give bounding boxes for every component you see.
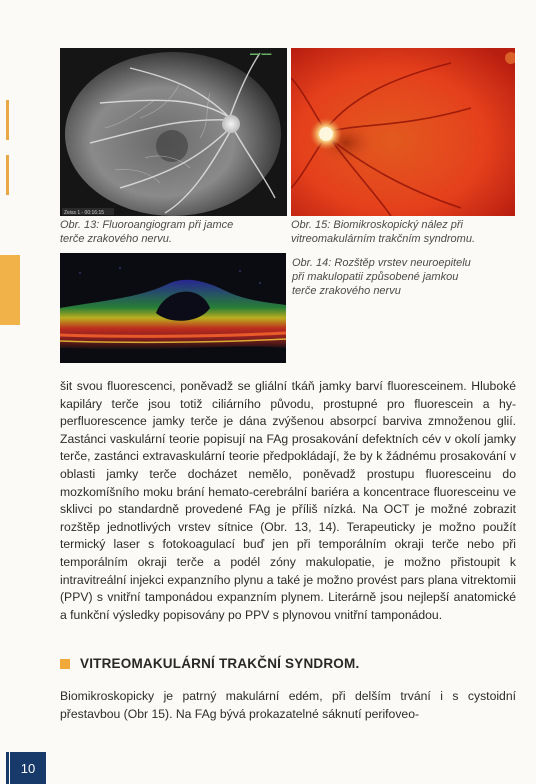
figure-13-caption-line2: terče zrakového nervu. [60,233,172,245]
figure-14-caption-line1: Rozštěp vrstev neuroepitelu [334,257,471,269]
section-heading-text: VITREOMAKULÁRNÍ TRAKČNÍ SYNDROM. [80,656,360,671]
figure-15-image [291,48,515,216]
figure-15-caption [291,218,517,246]
figure-13-label: Obr. 13: [60,219,100,231]
figure-13-caption-line1: Fluoroangiogram při jamce [102,219,234,231]
figure-15-caption-line2: vitreomakulárním trakčním syndromu. [291,233,475,245]
figure-14-label: Obr. 14: [292,257,332,269]
body-paragraph-1: šit svou fluorescenci, poněvadž se gliální tkáň jamky barví fluoresceinem. Hluboké kapiláry terče jsou totiž ciliárního původu, prostupné pro fluorescein a hyperfluorescence jamky terče je dána zvýšenou absorpcí barviva zmnoženou glií. Zastánci vaskulární teorie popisují na FAg prosakování defektních cév v okolí jamky terče, zastánci extravaskulární teorie předpokládají, že by k žádnému prosakování v oblasti jamky terče docházet nemělo, poněvadž prostupu fluoresceinu do mozkomíšního moku brání hemato-cerebrální bariéra a koncentrace fluoresceinu ve sklivci po standardně provedené FAg je příliš nízká. Na OCT je možné zobrazit rozštěp jednotlivých vrstev sítnice (Obr. 13, 14). Terapeuticky je možno použít termický laser s fotokoagulací buď jen při temporálním okraji terče nebo při temporálním okraji terče a podél zóny makulopatie, je možno přistoupit k intravitreální injekci expanzního plynu a také je možno provést pars plana vitrektomii (PPV) s vnitřní tamponádou expanzním plynem. Literárně jsou nejlepší anatomické a funkční výsledky popisovány po PPV s plynovou vnitřní tamponádou. [60,379,516,622]
figure-14-image [60,253,286,363]
margin-accent-bar [0,255,20,325]
figure-13-overlay-text: Zeiss 1 - 00:16:15 [64,210,105,216]
body-paragraph-2: Biomikroskopicky je patrný makulární edém, při delším trvání i s cystoidní přestavbou (Obr 15). Na FAg bývá prokazatelné sáknutí perifoveo- [60,689,516,721]
section-bullet-icon [60,659,70,669]
figure-14-caption [292,256,516,298]
figure-15-caption-line1: Biomikroskopický nález při [333,219,464,231]
figure-13-caption [60,218,288,246]
margin-tick [6,100,9,140]
svg-text:▬▬ ▬▬: ▬▬ ▬▬ [250,51,272,57]
section-heading [60,656,359,671]
figure-14-caption-line3: terče zrakového nervu [292,285,401,297]
page-number: 10 [20,760,36,776]
figure-13-image [60,48,287,216]
figure-15-label: Obr. 15: [291,219,331,231]
page-number-badge [10,752,46,784]
margin-tick [6,155,9,195]
figure-14-caption-line2: při makulopatii způsobené jamkou [292,271,459,283]
